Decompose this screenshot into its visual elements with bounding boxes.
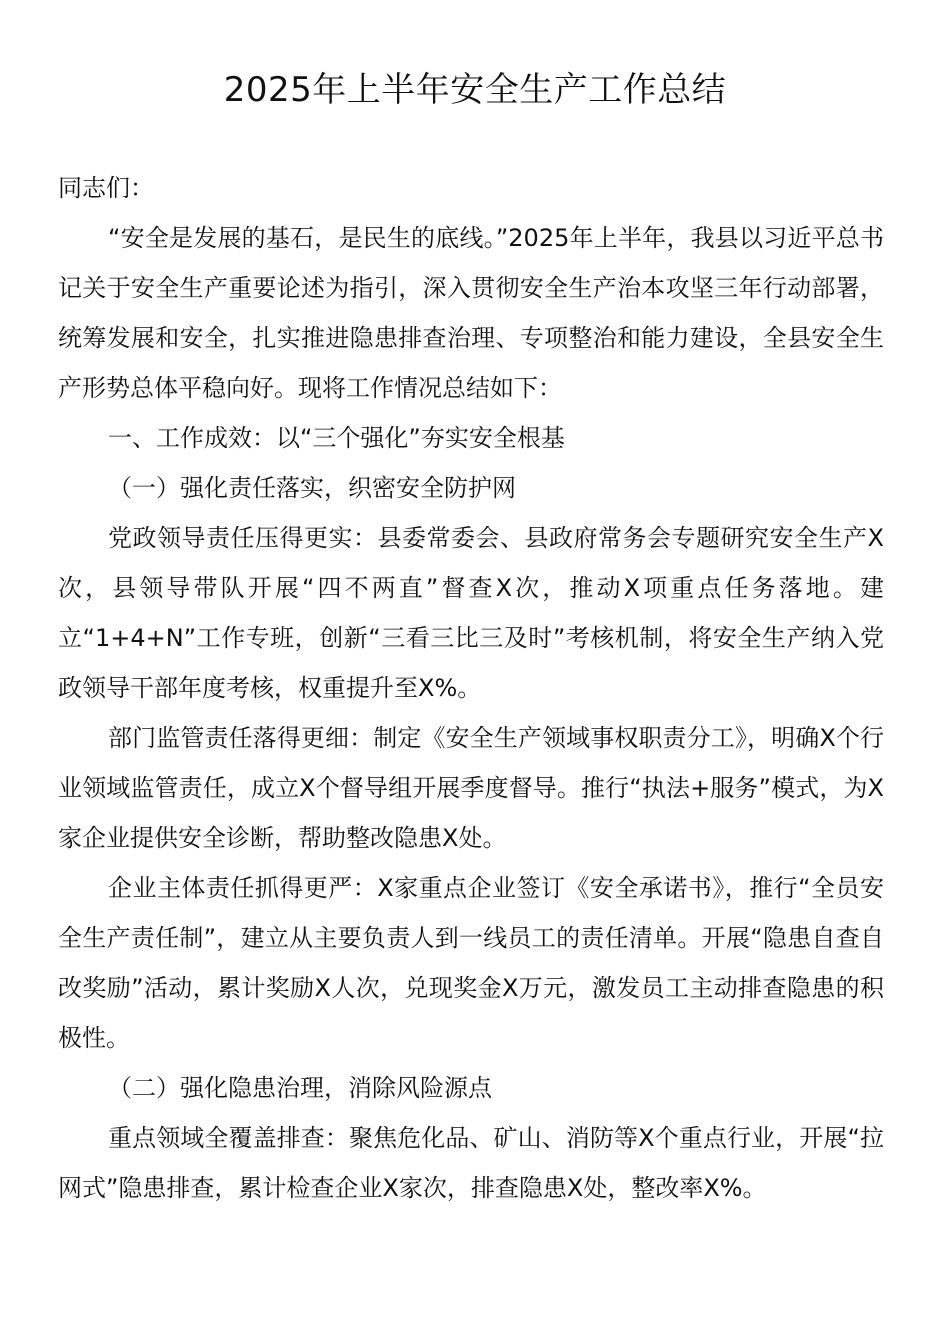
document-title: 2025年上半年安全生产工作总结	[223, 70, 727, 110]
document-body	[58, 163, 884, 1213]
paragraph-party-responsibility: 党政领导责任压得更实：县委常委会、县政府常务会专题研究安全生产X次，县领导带队开展“四不两直”督查X次，推动X项重点任务落地。建立“1+4+N”工作专班，创新“三看三比三及时”考核机制，将安全生产纳入党政领导干部年度考核，权重提升至X%。	[58, 524, 884, 702]
paragraph-department-responsibility: 部门监管责任落得更细：制定《安全生产领域事权职责分工》，明确X个行业领域监管责任，成立X个督导组开展季度督导。推行“执法+服务”模式，为X家企业提供安全诊断，帮助整改隐患X处。	[58, 724, 884, 852]
paragraph-enterprise-responsibility: 企业主体责任抓得更严：X家重点企业签订《安全承诺书》，推行“全员安全生产责任制”，建立从主要负责人到一线员工的责任清单。开展“隐患自查自改奖励”活动，累计奖励X人次，兑现奖金X万元，激发员工主动排查隐患的积极性。	[58, 874, 884, 1052]
subsection-heading-2: （二）强化隐患治理，消除风险源点	[108, 1074, 492, 1102]
salutation: 同志们：	[58, 174, 154, 202]
section-heading-1: 一、工作成效：以“三个强化”夯实安全根基	[108, 424, 565, 452]
intro-paragraph: “安全是发展的基石，是民生的底线。”2025年上半年，我县以习近平总书记关于安全生产重要论述为指引，深入贯彻安全生产治本攻坚三年行动部署，统筹发展和安全，扎实推进隐患排查治理、专项整治和能力建设，全县安全生产形势总体平稳向好。现将工作情况总结如下：	[58, 224, 884, 402]
subsection-heading-1: （一）强化责任落实，织密安全防护网	[108, 474, 516, 502]
paragraph-hazard-inspection: 重点领域全覆盖排查：聚焦危化品、矿山、消防等X个重点行业，开展“拉网式”隐患排查，累计检查企业X家次，排查隐患X处，整改率X%。	[58, 1124, 884, 1202]
